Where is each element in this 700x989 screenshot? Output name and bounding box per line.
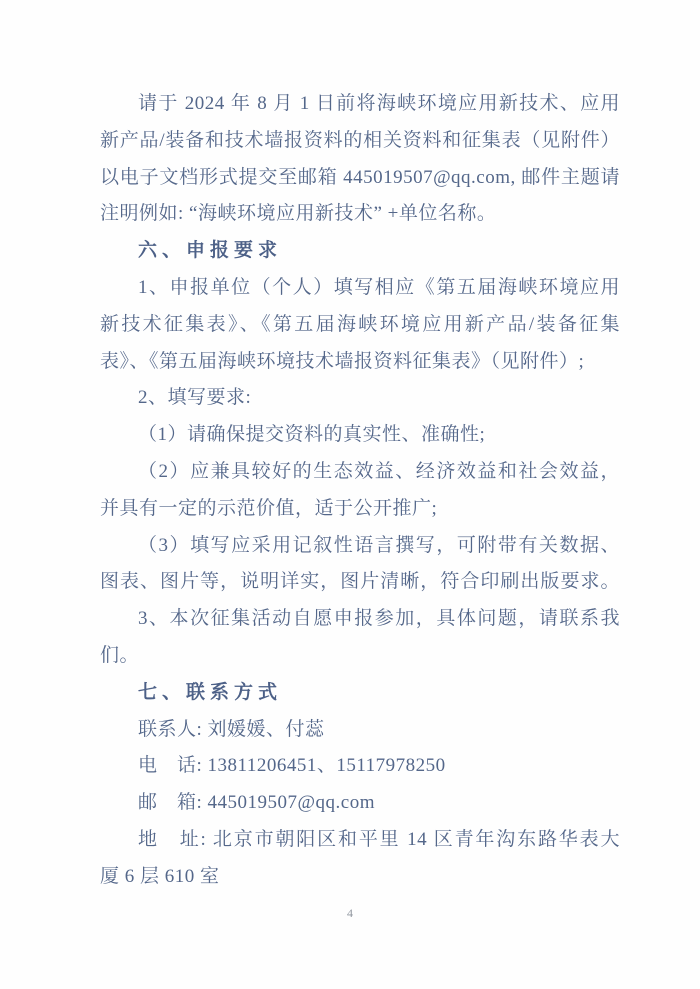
para-requirement-2-line-2: 并具有一定的示范价值，适于公开推广;	[100, 497, 438, 519]
contact-address-line-2: 厦 6 层 610 室	[100, 865, 220, 887]
para-fill-requirements-title: 2、填写要求:	[138, 387, 252, 409]
para-forms-line-2: 新技术征集表》、《第五届海峡环境应用新产品/装备征集	[100, 313, 620, 335]
para-submission-line-2: 新产品/装备和技术墙报资料的相关资料和征集表（见附件）	[100, 129, 620, 151]
page-number: 4	[347, 906, 353, 920]
para-requirement-1: （1）请确保提交资料的真实性、准确性;	[138, 424, 486, 446]
para-submission-line-4: 注明例如: “海峡环境应用新技术” +单位名称。	[100, 203, 497, 225]
heading-contact-info: 七、联系方式	[138, 681, 283, 703]
para-forms-line-1: 1、申报单位（个人）填写相应《第五届海峡环境应用	[138, 276, 620, 298]
contact-phone-line: 电 话: 13811206451、15117978250	[138, 755, 446, 777]
para-requirement-3-line-2: 图表、图片等，说明详实，图片清晰，符合印刷出版要求。	[100, 571, 620, 593]
para-voluntary-line-1: 3、本次征集活动自愿申报参加，具体问题，请联系我	[138, 608, 620, 630]
heading-application-requirements: 六、申报要求	[138, 240, 283, 262]
document-body	[100, 86, 620, 896]
contact-person-line: 联系人: 刘媛媛、付蕊	[138, 718, 325, 740]
para-forms-line-3: 表》、《第五届海峡环境技术墙报资料征集表》（见附件）;	[100, 350, 585, 372]
contact-address-line-1: 地 址: 北京市朝阳区和平里 14 区青年沟东路华表大	[138, 828, 620, 850]
para-requirement-2-line-1: （2）应兼具较好的生态效益、经济效益和社会效益，	[138, 460, 620, 482]
para-submission-line-3: 以电子文档形式提交至邮箱 445019507@qq.com, 邮件主题请	[100, 166, 620, 188]
para-requirement-3-line-1: （3）填写应采用记叙性语言撰写，可附带有关数据、	[138, 534, 620, 556]
para-voluntary-line-2: 们。	[100, 644, 140, 666]
contact-email-line: 邮 箱: 445019507@qq.com	[138, 792, 375, 814]
para-submission-line-1: 请于 2024 年 8 月 1 日前将海峡环境应用新技术、应用	[138, 93, 620, 114]
